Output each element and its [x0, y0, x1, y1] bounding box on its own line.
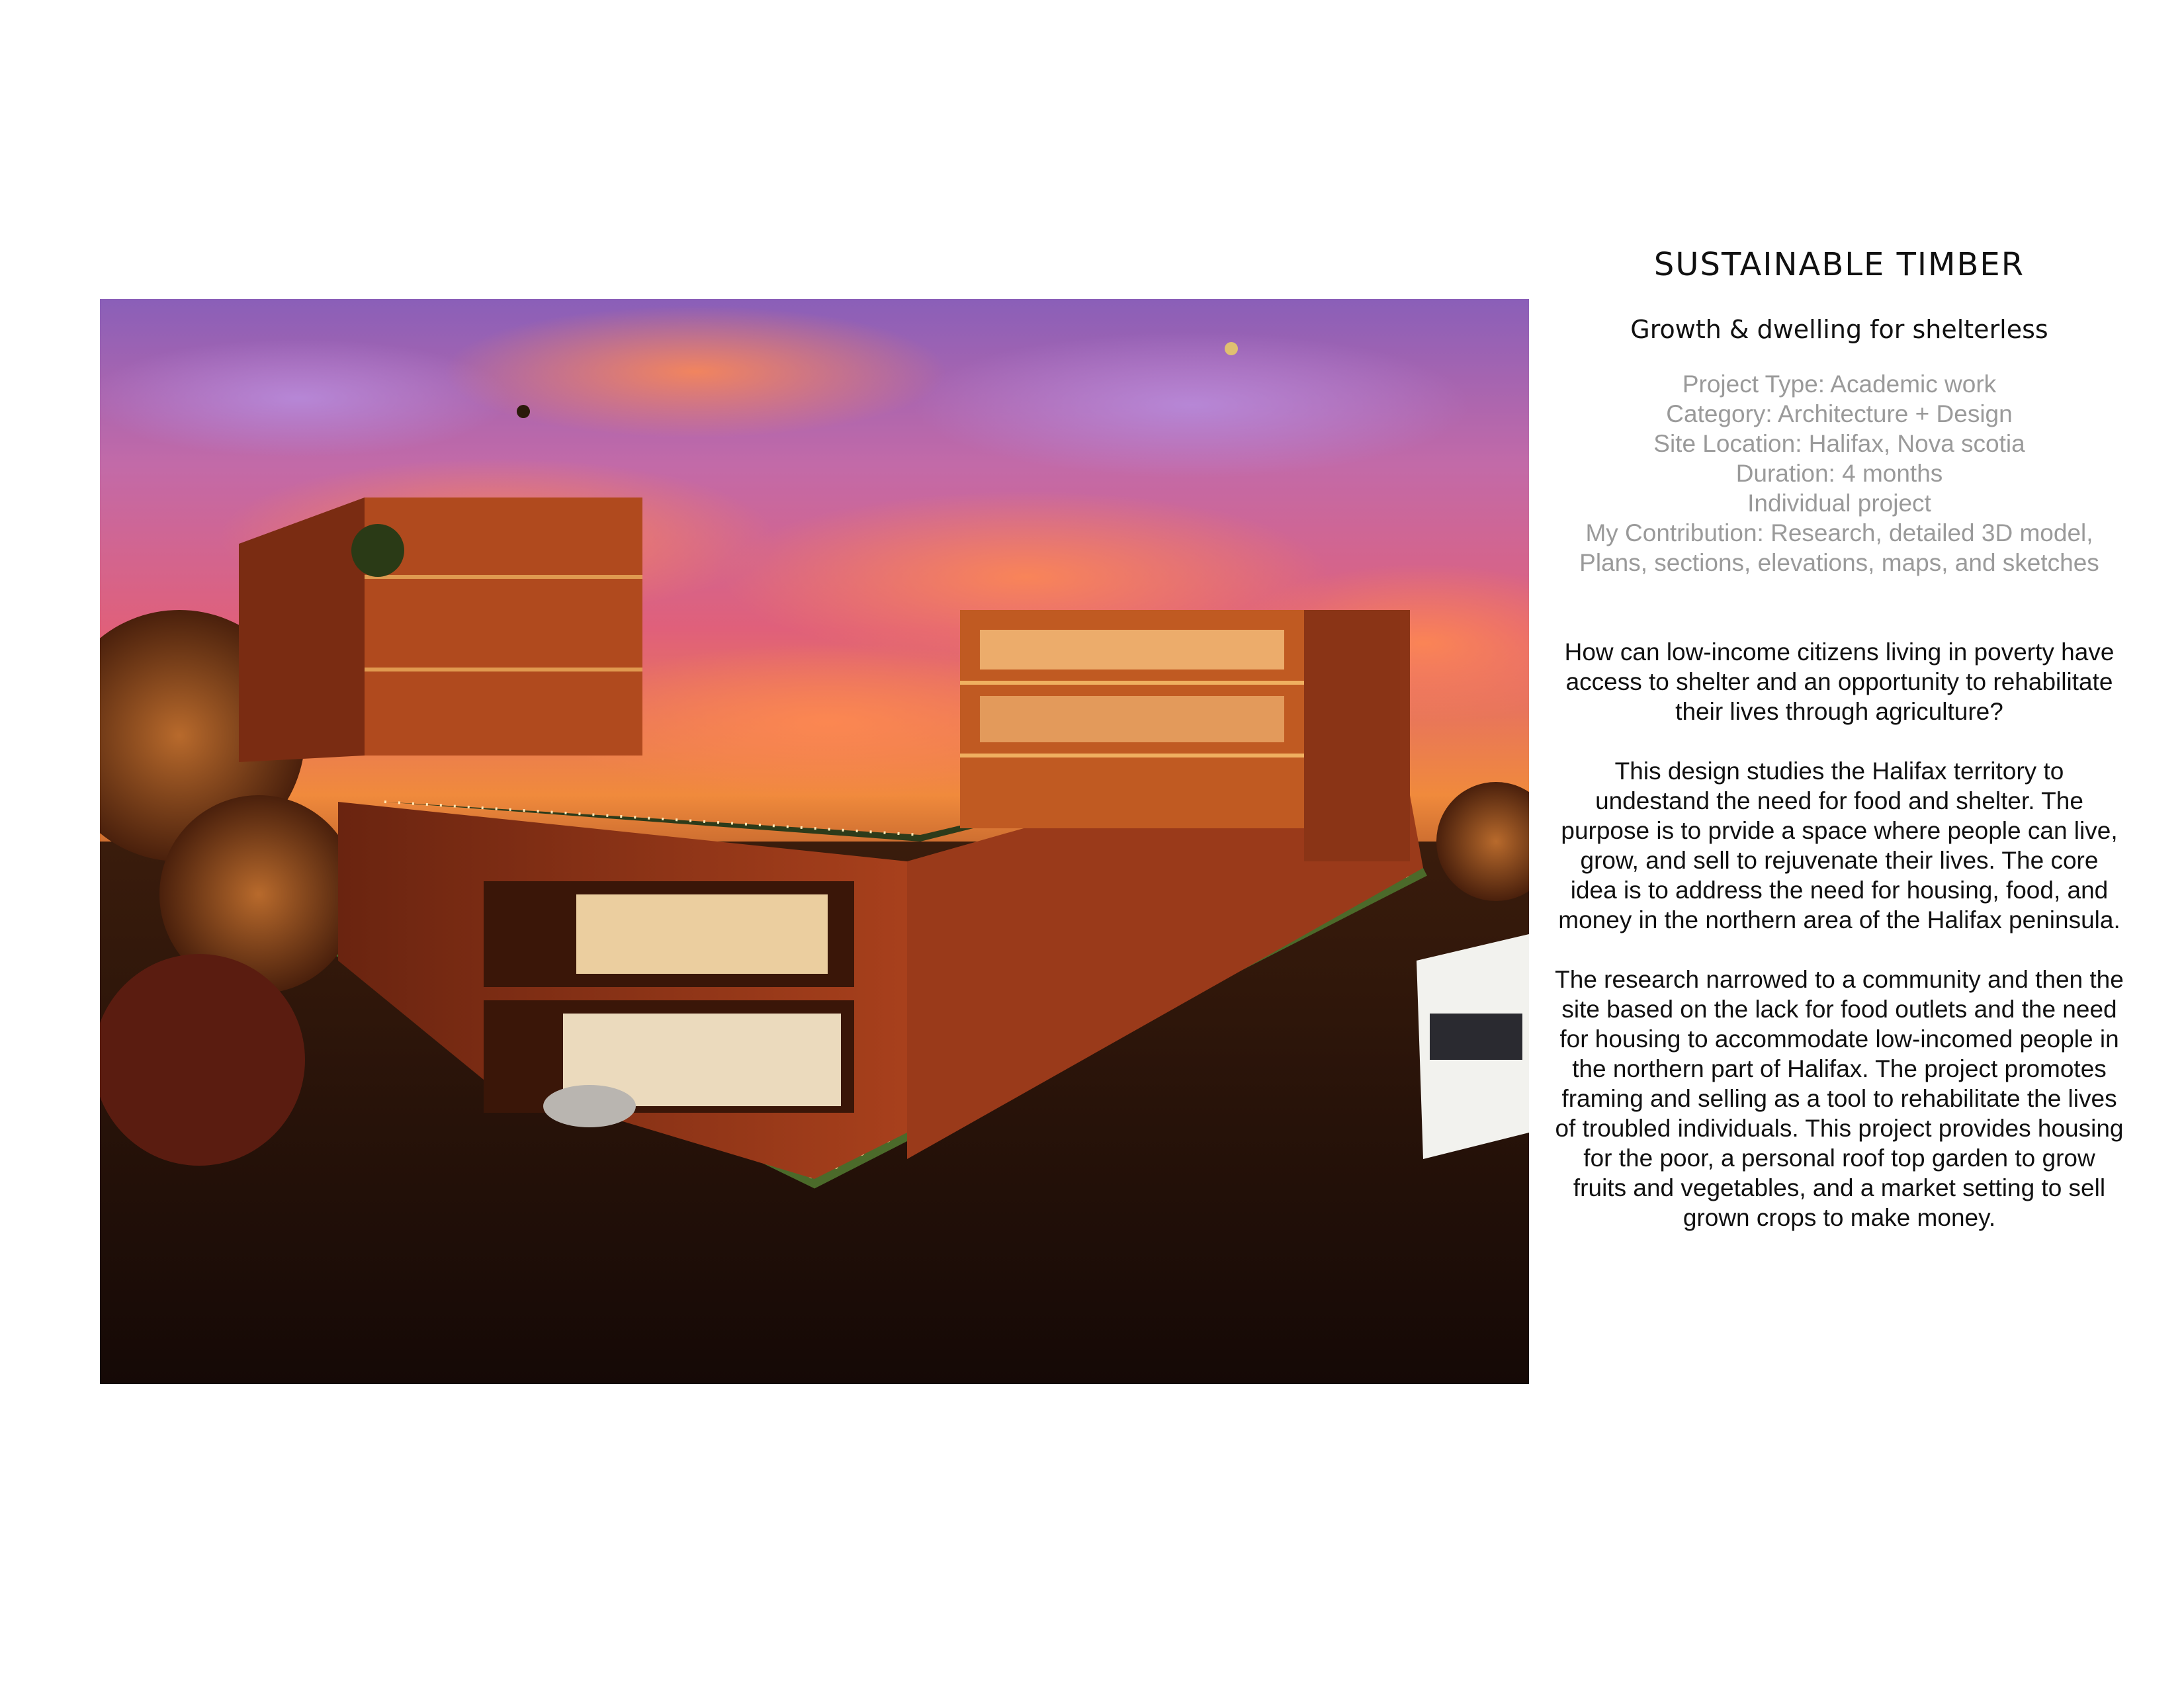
- meta-individual: Individual project: [1747, 490, 1931, 517]
- project-meta: [1555, 369, 2124, 578]
- project-description: [1555, 637, 2124, 1233]
- page-title: SUSTAINABLE TIMBER: [1653, 246, 2025, 283]
- project-info-panel: [1555, 238, 2124, 1262]
- project-subtitle: Growth & dwelling for shelterless: [1630, 315, 2048, 344]
- design-summary: This design studies the Halifax territory to undestand the need for food and shelter. The purpose is to prvide a space where people can live, grow, and sell to rejuvenate their lives. The core idea is to address the need for housing, food, and money in the northern area of the Halifax peninsula.: [1558, 757, 2120, 933]
- research-summary: The research narrowed to a community and then the site based on the lack for food outlets and the need for housing to accommodate low-incomed people in the northern part of Halifax. The project promotes framing and selling as a tool to rehabilitate the lives of troubled individuals. This project provides housing for the poor, a personal roof top garden to grow fruits and vegetables, and a market setting to sell grown crops to make money.: [1555, 966, 2124, 1231]
- research-question: How can low-income citizens living in poverty have access to shelter and an opportunity to rehabilitate their lives through agriculture?: [1564, 638, 2115, 725]
- meta-contribution-1: My Contribution: Research, detailed 3D model,: [1585, 519, 2093, 546]
- meta-project-type: Project Type: Academic work: [1682, 370, 1997, 398]
- project-render-image: [100, 299, 1529, 1384]
- meta-duration: Duration: 4 months: [1735, 460, 1943, 487]
- architectural-render-icon: [100, 299, 1529, 1384]
- meta-contribution-2: Plans, sections, elevations, maps, and sketches: [1579, 549, 2099, 576]
- meta-site-location: Site Location: Halifax, Nova scotia: [1653, 430, 2025, 457]
- meta-category: Category: Architecture + Design: [1666, 400, 2013, 427]
